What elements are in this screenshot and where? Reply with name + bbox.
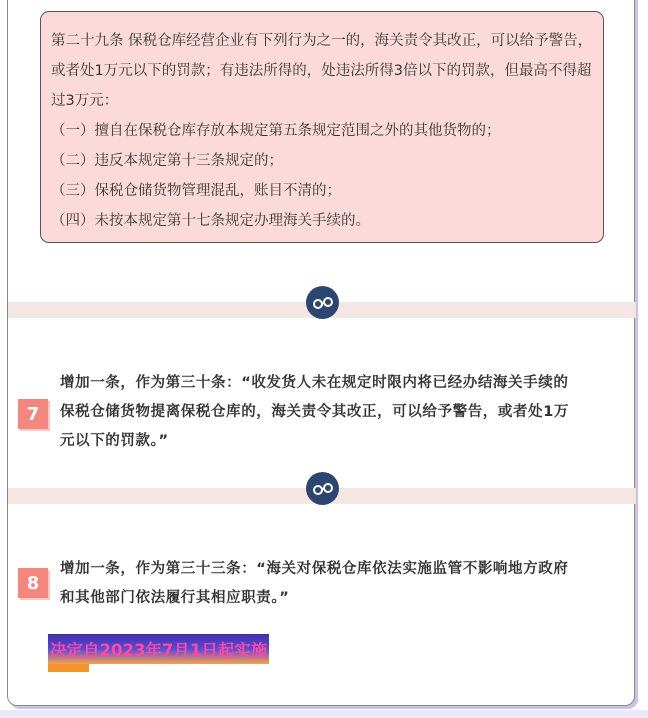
article-29-item: （二）违反本规定第十三条规定的； — [51, 153, 283, 169]
article-29-item: （一）擅自在保税仓库存放本规定第五条规定范围之外的其他货物的； — [51, 123, 501, 139]
effective-date-banner: 决定自2023年7月1日起实施 — [48, 634, 269, 664]
article-29-quote-box — [40, 11, 604, 243]
section-7-text: 增加一条，作为第三十条：“收发货人未在规定时限内将已经办结海关手续的保税仓储货物提离保税仓库的，海关责令其改正，可以给予警告，或者处1万元以下的罚款。” — [60, 375, 569, 449]
section-number-badge: 8 — [18, 568, 48, 598]
section-8-text: 增加一条，作为第三十三条：“海关对保税仓库依法实施监管不影响地方政府和其他部门依法履行其相应职责。” — [60, 561, 569, 606]
article-29-item: （三）保税仓储货物管理混乱，账目不清的； — [51, 183, 341, 199]
article-29-item: （四）未按本规定第十七条规定办理海关手续的。 — [51, 213, 370, 229]
article-29-intro: 第二十九条 保税仓库经营企业有下列行为之一的，海关责令其改正，可以给予警告，或者处1万元以下的罚款；有违法所得的，处违法所得3倍以下的罚款，但最高不得超过3万元： — [51, 33, 593, 109]
banner-underline — [48, 664, 89, 672]
card-shadow — [0, 710, 648, 718]
glasses-icon — [306, 286, 339, 319]
glasses-icon — [306, 472, 339, 505]
section-number-badge: 7 — [18, 399, 48, 429]
